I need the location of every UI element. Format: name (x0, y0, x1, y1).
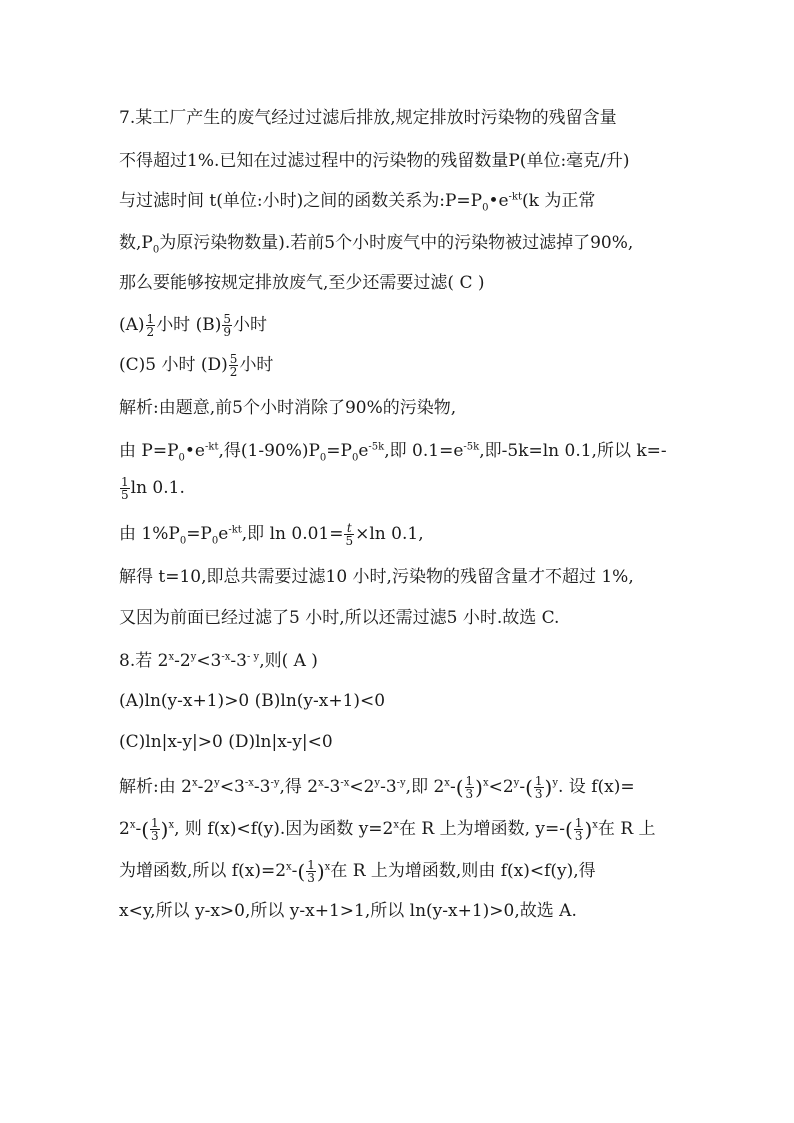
q8-options-ab (119, 690, 385, 712)
text: =P (326, 441, 352, 461)
text: -3 (380, 777, 397, 797)
text: 3 (151, 829, 159, 843)
text: •e (488, 191, 509, 211)
text: 为原污染物数量).若前5个小时废气中的污染物被过滤掉了90%, (159, 233, 634, 253)
text: (k 为正常 (522, 191, 596, 211)
text: e (218, 524, 229, 544)
text: 在 R 上为增函数,则由 f(x)<f(y),得 (330, 861, 596, 881)
text: 1 (465, 774, 474, 788)
text: - (291, 861, 298, 881)
q8-solution-line-3: 为增函数,所以 $f(x)=2^x-$( $\frac{1}{3}$ )$^x$在 R 上为增函数,则由 f(x)<f(y),得 (119, 858, 596, 885)
text: ,即 2 (405, 777, 445, 797)
q7-solution-line-6 (119, 607, 559, 629)
text: 解得 t=10,即总共需要过滤10 小时,污染物的残留含量才不超过 1%, (119, 567, 634, 587)
superscript: x (168, 651, 175, 663)
fraction (344, 522, 354, 547)
fraction (574, 817, 584, 842)
text: -3 (323, 777, 341, 797)
q8-options-cd (119, 731, 333, 753)
text: 数,P (119, 233, 153, 253)
text: -2 (197, 777, 215, 797)
text: <3 (196, 651, 222, 671)
superscript: x (168, 819, 175, 831)
superscript: x (286, 861, 292, 873)
superscript: -x (340, 777, 350, 789)
text: -2 (174, 651, 191, 671)
text: 2 (229, 365, 238, 379)
fraction (306, 859, 316, 884)
subscript: 0 (482, 202, 489, 214)
superscript: y (374, 777, 381, 789)
q8-solution-line-2: 2$^x$-( $\frac{1}{3}$ )$^x$, 则 f(x)<f(y).因为函数 $y=2^x$在 R 上为增函数, y=-( $\frac{1}{3}$ )$^x$在 R 上 (119, 816, 656, 843)
superscript: - y (246, 651, 260, 663)
text: 9 (223, 325, 231, 339)
superscript: -kt (228, 524, 242, 536)
fraction (534, 775, 544, 800)
text: - (519, 777, 526, 797)
text: -3 (253, 777, 271, 797)
q7-line-2 (119, 150, 630, 172)
subscript: 0 (152, 244, 160, 256)
text: (C)ln|x-y|>0 (D)ln|x-y|<0 (119, 732, 333, 752)
text: 解析:由 2 (119, 777, 192, 797)
text: 又因为前面已经过滤了5 小时,所以还需过滤5 小时.故选 C. (119, 608, 560, 628)
subscript: 0 (178, 452, 185, 464)
q7-solution-line-4 (119, 522, 424, 547)
unit-text: 小时 (239, 355, 274, 375)
q7-line-5 (119, 272, 484, 294)
text: - (135, 819, 142, 839)
option-cd-label: (C)5 小时 (D) (119, 355, 228, 375)
text: - (449, 777, 456, 797)
q7-solution-line-3 (119, 476, 185, 501)
superscript: -x (221, 651, 231, 663)
unit-text: 小时 (233, 315, 267, 335)
text: ,即 0.1=e (384, 441, 464, 461)
text: 3 (465, 787, 474, 801)
text: . 设 f(x)= (557, 777, 635, 797)
text: <2 (349, 777, 375, 797)
superscript: x (482, 777, 489, 789)
fraction (229, 353, 239, 378)
text: <3 (219, 777, 245, 797)
fraction (465, 775, 475, 800)
superscript: x (592, 819, 598, 831)
text: 5 (229, 352, 238, 366)
superscript: y (190, 651, 197, 663)
text: ln 0.1. (130, 478, 185, 498)
text: 3 (574, 829, 583, 843)
q8-stem (119, 650, 318, 672)
text: t (344, 522, 354, 535)
text: ,得(1-90%)P (218, 441, 320, 461)
subscript: 0 (211, 535, 219, 547)
superscript: -5k (463, 441, 480, 453)
text: 1 (151, 816, 159, 830)
text: (A)ln(y-x+1)>0 (B)ln(y-x+1)<0 (119, 691, 386, 711)
q7-stem-text: 不得超过1%.已知在过滤过程中的污染物的残留数量P(单位:毫克/升) (119, 151, 630, 171)
text: 1 (146, 312, 155, 326)
text: 3 (534, 787, 543, 801)
text: , 则 f(x)<f(y).因为函数 y=2 (174, 819, 394, 839)
fraction (120, 476, 130, 501)
text: x<y,所以 y-x>0,所以 y-x+1>1,所以 ln(y-x+1)>0,故选 A. (119, 901, 577, 921)
text: 为增函数,所以 f(x)=2 (119, 861, 287, 881)
text: 1 (574, 816, 583, 830)
superscript: -y (270, 777, 280, 789)
text: 8.若 2 (119, 651, 169, 671)
superscript: x (393, 819, 399, 831)
subscript: 0 (179, 535, 187, 547)
superscript: -kt (205, 441, 219, 453)
fraction (222, 313, 232, 338)
superscript: -5k (368, 441, 385, 453)
q8-solution-line-1: 解析:由 $2^x-2^y<3^{-x}-3^{-y}$,得 $2^x-3^{-x}<2^y-3^{-y}$,即 2$^x$-( $\frac{1}{3}$ )$^x<2^y-$( $\frac{1}{3}$ )$^y$. 设 f(x)= (119, 774, 635, 801)
superscript: y (513, 777, 520, 789)
text: 1 (121, 475, 129, 489)
q7-stem-text: 7.某工厂产生的废气经过过滤后排放,规定排放时污染物的残留含量 (119, 108, 617, 128)
option-a-label: (A) (119, 315, 145, 335)
text: 在 R 上 (597, 819, 656, 839)
superscript: x (318, 777, 324, 789)
superscript: y (214, 777, 220, 789)
q8-solution-line-4 (119, 900, 577, 922)
superscript: x (129, 819, 136, 831)
option-b-label: (B) (190, 315, 222, 335)
text: -3 (230, 651, 247, 671)
text: <2 (488, 777, 514, 797)
text: 在 R 上为增函数, y=- (399, 819, 566, 839)
text: 3 (307, 871, 315, 885)
text: 5 (121, 488, 129, 502)
text: 与过滤时间 t(单位:小时)之间的函数关系为:P=P (119, 191, 483, 211)
fraction (150, 817, 160, 842)
text: 2 (119, 819, 130, 839)
text: 1 (534, 774, 543, 788)
superscript: -x (244, 777, 254, 789)
q7-solution-line-1 (119, 397, 456, 419)
q7-options-ab (119, 313, 267, 338)
text: 由 1%P (119, 524, 180, 544)
superscript: x (444, 777, 450, 789)
unit-text: 小时 (156, 315, 191, 335)
text: ,即 ln 0.01= (241, 524, 344, 544)
text: •e (184, 441, 205, 461)
q7-solution-line-5 (119, 566, 634, 588)
q7-line-3 (119, 190, 595, 212)
fraction (146, 313, 156, 338)
text: 2 (146, 325, 155, 339)
text: ,即-5k=ln 0.1,所以 k=- (479, 441, 667, 461)
subscript: 0 (351, 452, 359, 464)
text: ×ln 0.1, (355, 524, 424, 544)
text: ,则( A ) (259, 651, 318, 671)
superscript: -y (396, 777, 406, 789)
text: 5 (223, 312, 231, 326)
q7-solution-line-2 (119, 440, 667, 462)
text: ,得 2 (279, 777, 319, 797)
q7-line-4 (119, 232, 633, 254)
superscript: -kt (508, 191, 523, 203)
text: 解析:由题意,前5个小时消除了90%的污染物, (119, 398, 457, 418)
text: 5 (345, 534, 354, 548)
q7-question-prompt: 那么要能够按规定排放废气,至少还需要过滤( C ) (119, 273, 485, 293)
q7-line-1 (119, 107, 617, 129)
text: 1 (307, 858, 315, 872)
superscript: x (324, 861, 331, 873)
text: =P (186, 524, 212, 544)
q7-options-cd (119, 353, 273, 378)
superscript: y (552, 777, 558, 789)
text: 由 P=P (119, 441, 179, 461)
text: e (358, 441, 369, 461)
subscript: 0 (319, 452, 327, 464)
superscript: x (191, 777, 198, 789)
